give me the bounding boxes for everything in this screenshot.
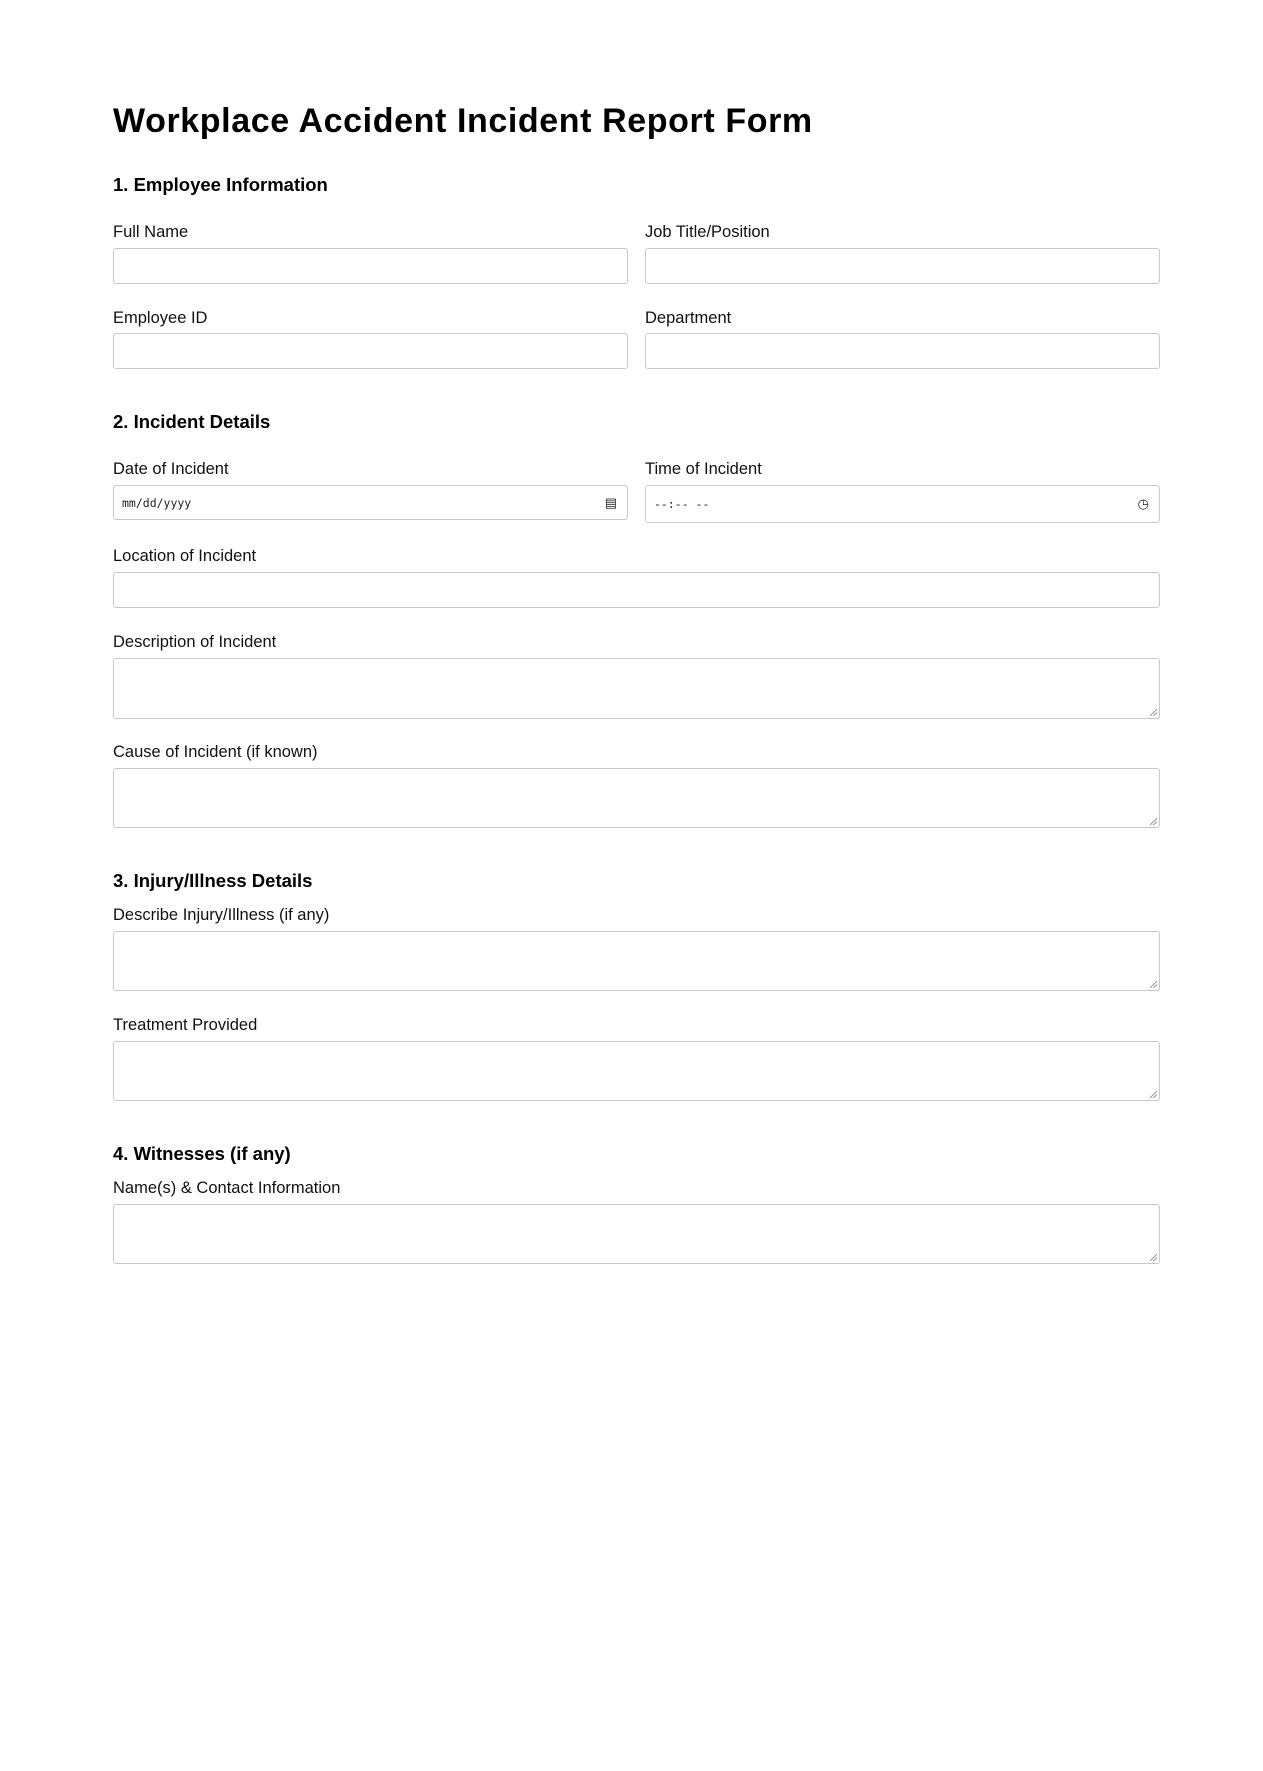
job-title-input[interactable]: [645, 248, 1160, 284]
describe-injury-label: Describe Injury/Illness (if any): [113, 906, 330, 924]
description-textarea[interactable]: [113, 658, 1160, 719]
witness-contact-label: Name(s) & Contact Information: [113, 1179, 341, 1197]
department-label: Department: [645, 309, 732, 327]
employee-id-label: Employee ID: [113, 309, 208, 327]
job-title-label: Job Title/Position: [645, 223, 770, 241]
section-heading-injury: 3. Injury/Illness Details: [113, 870, 313, 891]
witness-contact-textarea[interactable]: [113, 1204, 1160, 1264]
treatment-label: Treatment Provided: [113, 1016, 258, 1034]
full-name-input[interactable]: [113, 248, 628, 284]
date-placeholder: mm/dd/yyyy: [122, 495, 192, 510]
location-label: Location of Incident: [113, 547, 257, 565]
clock-icon[interactable]: ◷: [1137, 496, 1149, 511]
department-input[interactable]: [645, 333, 1160, 369]
description-label: Description of Incident: [113, 633, 277, 651]
employee-id-input[interactable]: [113, 333, 628, 369]
treatment-textarea[interactable]: [113, 1041, 1160, 1101]
time-placeholder: --:-- --: [654, 497, 710, 511]
full-name-label: Full Name: [113, 223, 189, 241]
location-input[interactable]: [113, 572, 1160, 608]
calendar-icon[interactable]: ▤: [604, 494, 617, 510]
cause-textarea[interactable]: [113, 768, 1160, 828]
section-heading-employee: 1. Employee Information: [113, 174, 328, 195]
section-heading-witnesses: 4. Witnesses (if any): [113, 1143, 291, 1164]
describe-injury-textarea[interactable]: [113, 931, 1160, 991]
date-label: Date of Incident: [113, 460, 229, 478]
time-input[interactable]: [645, 485, 1160, 523]
cause-label: Cause of Incident (if known): [113, 743, 318, 761]
time-label: Time of Incident: [645, 460, 762, 478]
date-input[interactable]: [113, 485, 628, 520]
page-title: Workplace Accident Incident Report Form: [113, 102, 813, 140]
section-heading-incident: 2. Incident Details: [113, 411, 271, 432]
